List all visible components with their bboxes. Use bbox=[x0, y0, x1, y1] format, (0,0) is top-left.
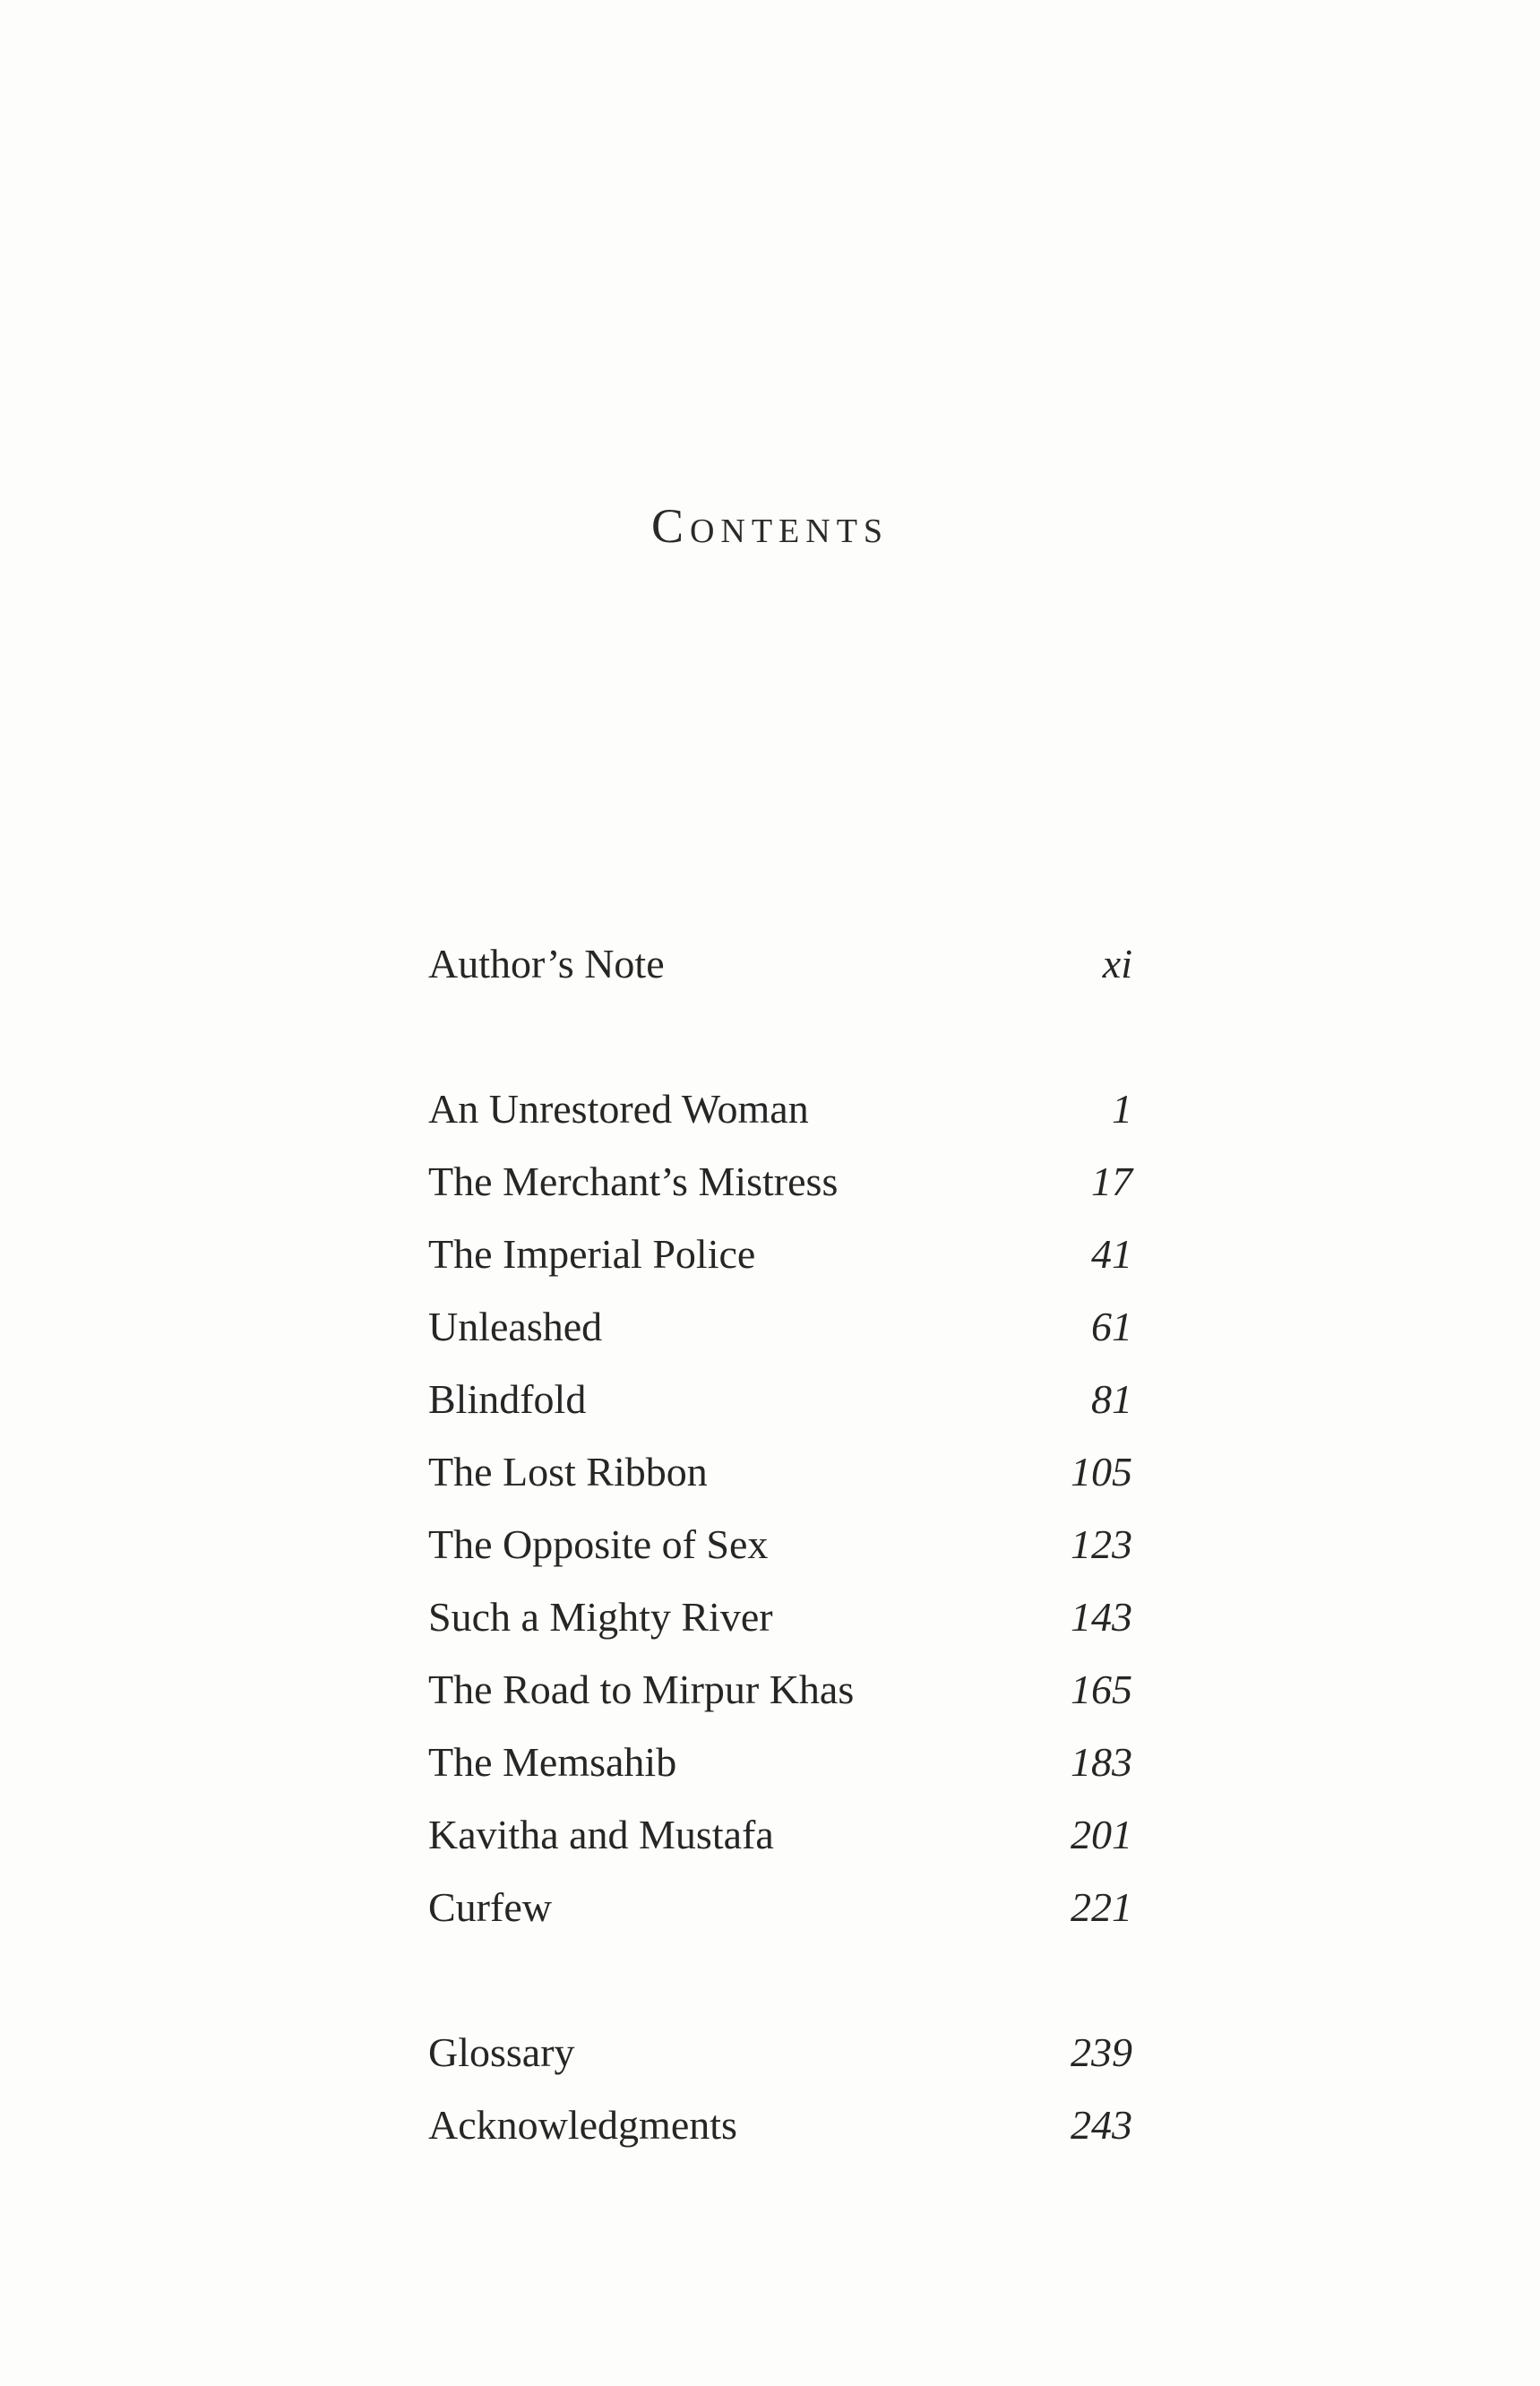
toc-entry-page: 201 bbox=[1071, 1812, 1132, 1857]
toc-entry[interactable] bbox=[428, 1145, 1132, 1218]
toc-entry-title: The Opposite of Sex bbox=[428, 1521, 769, 1567]
front-matter-list bbox=[428, 927, 1132, 1000]
toc-entry-page: 61 bbox=[1091, 1304, 1132, 1349]
toc-entry[interactable] bbox=[428, 1435, 1132, 1508]
toc-entry-title: The Lost Ribbon bbox=[428, 1449, 708, 1494]
toc-entry-page: 165 bbox=[1071, 1667, 1132, 1712]
toc-entry-title: The Imperial Police bbox=[428, 1231, 756, 1277]
toc-entry[interactable] bbox=[428, 2016, 1132, 2089]
toc-entry[interactable] bbox=[428, 1653, 1132, 1726]
toc-entry-page: 1 bbox=[1112, 1086, 1132, 1132]
toc-entry-page: 221 bbox=[1071, 1884, 1132, 1930]
toc-entry[interactable] bbox=[428, 1072, 1132, 1145]
toc-entry-title: Curfew bbox=[428, 1884, 552, 1930]
toc-entry[interactable] bbox=[428, 2089, 1132, 2161]
toc-entry-page: 105 bbox=[1071, 1449, 1132, 1494]
toc-entry[interactable] bbox=[428, 1218, 1132, 1290]
toc-entry[interactable] bbox=[428, 1290, 1132, 1363]
section-spacer bbox=[428, 1000, 1132, 1072]
toc-entry-title: The Road to Mirpur Khas bbox=[428, 1667, 855, 1712]
toc-entry[interactable] bbox=[428, 1798, 1132, 1871]
table-of-contents bbox=[428, 927, 1132, 2161]
toc-entry-page: 17 bbox=[1091, 1159, 1132, 1204]
toc-entry-page: 243 bbox=[1071, 2102, 1132, 2148]
toc-entry-page: xi bbox=[1102, 941, 1132, 986]
page-title: Contents bbox=[650, 499, 890, 553]
toc-entry[interactable] bbox=[428, 1726, 1132, 1798]
back-matter-list bbox=[428, 2016, 1132, 2161]
toc-entry[interactable] bbox=[428, 1363, 1132, 1435]
toc-entry[interactable] bbox=[428, 927, 1132, 1000]
toc-entry[interactable] bbox=[428, 1581, 1132, 1653]
toc-entry-title: An Unrestored Woman bbox=[428, 1086, 809, 1132]
toc-entry[interactable] bbox=[428, 1508, 1132, 1581]
toc-entry-title: The Merchant’s Mistress bbox=[428, 1159, 839, 1204]
section-spacer bbox=[428, 1943, 1132, 2016]
toc-entry-title: Author’s Note bbox=[428, 941, 665, 986]
toc-entry[interactable] bbox=[428, 1871, 1132, 1943]
toc-entry-page: 41 bbox=[1091, 1231, 1132, 1277]
toc-entry-title: Unleashed bbox=[428, 1304, 603, 1349]
toc-entry-title: Blindfold bbox=[428, 1376, 587, 1422]
toc-entry-page: 123 bbox=[1071, 1521, 1132, 1567]
toc-entry-page: 81 bbox=[1091, 1376, 1132, 1422]
toc-entry-title: Kavitha and Mustafa bbox=[428, 1812, 774, 1857]
toc-entry-title: Glossary bbox=[428, 2029, 575, 2075]
toc-entry-page: 239 bbox=[1071, 2029, 1132, 2075]
toc-entry-title: The Memsahib bbox=[428, 1739, 677, 1785]
toc-entry-title: Such a Mighty River bbox=[428, 1594, 773, 1640]
chapters-list bbox=[428, 1072, 1132, 1943]
toc-entry-page: 143 bbox=[1071, 1594, 1132, 1640]
toc-entry-title: Acknowledgments bbox=[428, 2102, 737, 2148]
toc-entry-page: 183 bbox=[1071, 1739, 1132, 1785]
